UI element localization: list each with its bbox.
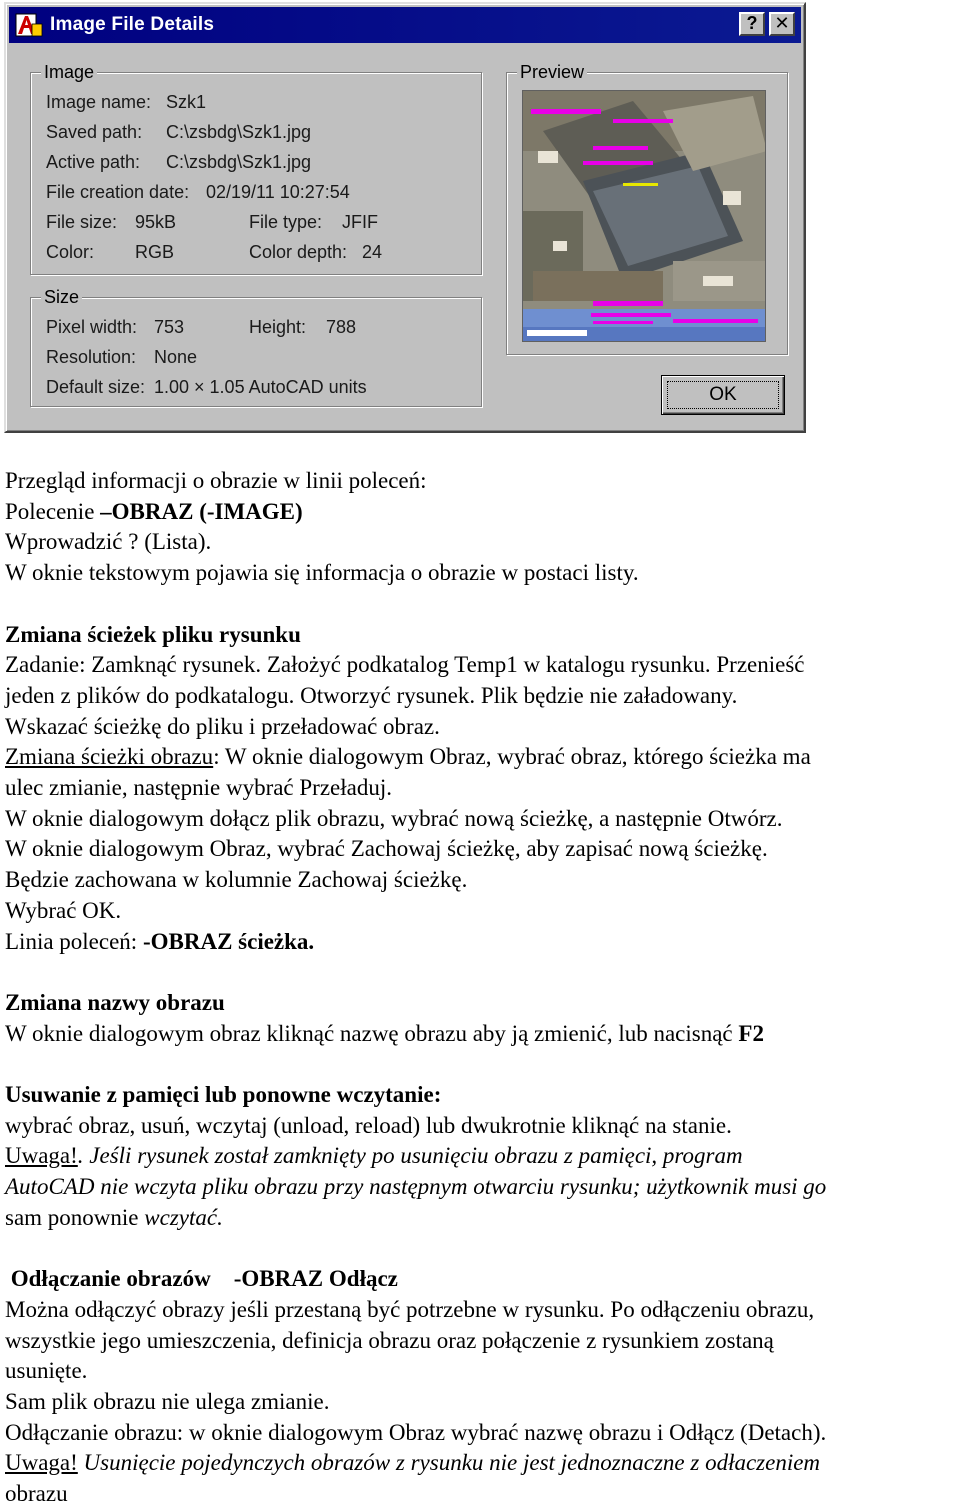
- default-size-label: Default size:: [46, 377, 146, 397]
- paragraph: Będzie zachowana w kolumnie Zachowaj ścieżkę.: [5, 867, 468, 893]
- paragraph: [5, 742, 957, 773]
- paragraph: [5, 927, 957, 958]
- close-button[interactable]: [769, 12, 795, 36]
- paragraph: Zadanie: Zamknąć rysunek. Założyć podkatalog Temp1 w katalogu rysunku. Przenieść: [5, 652, 805, 678]
- close-icon: ✕: [774, 13, 790, 33]
- file-type-value: JFIF: [342, 212, 378, 232]
- creation-date-label: File creation date:: [46, 182, 190, 202]
- text-run: sam ponownie: [5, 1204, 145, 1230]
- paragraph: Wybrać OK.: [5, 897, 122, 923]
- command-name: -OBRAZ ścieżka.: [142, 928, 315, 954]
- note-text: wczytać.: [144, 1204, 223, 1230]
- section-heading: Odłączanie obrazów -OBRAZ Odłącz: [5, 1266, 398, 1292]
- color-depth-label: Color depth:: [249, 242, 348, 262]
- paragraph: usunięte.: [5, 1358, 88, 1384]
- active-path-label: Active path:: [46, 152, 141, 172]
- creation-date-value: 02/19/11 10:27:54: [206, 182, 350, 202]
- saved-path-label: Saved path:: [46, 122, 143, 142]
- text-run: Polecenie: [5, 498, 101, 524]
- help-button[interactable]: ?: [739, 12, 765, 36]
- size-group-label: Size: [41, 286, 82, 308]
- preview-group-label: Preview: [517, 61, 587, 83]
- ok-button-label: OK: [709, 384, 737, 405]
- color-depth-value: 24: [362, 242, 383, 262]
- underlined-term: Zmiana ścieżki obrazu: [5, 744, 214, 770]
- image-name-label: Image name:: [46, 92, 152, 112]
- command-name: –OBRAZ (-IMAGE): [100, 498, 303, 524]
- paragraph: Odłączanie obrazu: w oknie dialogowym Obraz wybrać nazwę obrazu i Odłącz (Detach).: [5, 1419, 827, 1445]
- section-heading: Zmiana nazwy obrazu: [5, 989, 225, 1015]
- text-run: : W oknie dialogowym Obraz, wybrać obraz, którego ścieżka ma: [213, 744, 811, 770]
- file-size-label: File size:: [46, 212, 118, 232]
- paragraph: [5, 1019, 957, 1050]
- resolution-value: None: [154, 347, 198, 367]
- paragraph: Sam plik obrazu nie ulega zmianie.: [5, 1389, 330, 1415]
- paragraph: [5, 1448, 957, 1479]
- section-heading: Usuwanie z pamięci lub ponowne wczytanie:: [5, 1082, 442, 1108]
- pixel-width-label: Pixel width:: [46, 317, 138, 337]
- paragraph: [5, 497, 957, 528]
- note-text: Usunięcie pojedynczych obrazów z rysunku nie jest jednoznaczne z odłaczeniem: [77, 1450, 821, 1476]
- color-value: RGB: [135, 242, 175, 262]
- resolution-label: Resolution:: [46, 347, 137, 367]
- paragraph: W oknie dialogowym dołącz plik obrazu, wybrać nową ścieżkę, a następnie Otwórz.: [5, 805, 783, 831]
- focus-rectangle: [667, 381, 779, 409]
- paragraph: obrazu: [5, 1481, 68, 1507]
- autocad-app-icon: [14, 10, 44, 40]
- paragraph: wszystkie jego umieszczenia, definicja obrazu oraz połączenie z rysunkiem zostaną: [5, 1327, 774, 1353]
- height-value: 788: [326, 317, 357, 337]
- color-label: Color:: [46, 242, 95, 262]
- image-group-label: Image: [41, 61, 97, 83]
- preview-image: [522, 90, 766, 342]
- paragraph: Wskazać ścieżkę do pliku i przeładować obraz.: [5, 713, 440, 739]
- paragraph: ulec zmianie, następnie wybrać Przeładuj.: [5, 775, 393, 801]
- paragraph: Wprowadzić ? (Lista).: [5, 529, 212, 555]
- active-path-value: C:\zsbdg\Szk1.jpg: [166, 152, 312, 172]
- saved-path-value: C:\zsbdg\Szk1.jpg: [166, 122, 312, 142]
- ok-button[interactable]: [661, 375, 785, 415]
- image-name-value: Szk1: [166, 92, 207, 112]
- pixel-width-value: 753: [154, 317, 185, 337]
- image-file-details-dialog: [4, 2, 806, 433]
- dialog-title: Image File Details: [50, 14, 215, 35]
- text-run: W oknie dialogowym obraz kliknąć nazwę obrazu aby ją zmienić, lub nacisnąć: [5, 1020, 739, 1046]
- file-size-value: 95kB: [135, 212, 177, 232]
- default-size-value: 1.00 × 1.05 AutoCAD units: [154, 377, 367, 397]
- paragraph: W oknie tekstowym pojawia się informacja o obrazie w postaci listy.: [5, 560, 639, 586]
- key-name: F2: [738, 1020, 764, 1046]
- paragraph: W oknie dialogowym Obraz, wybrać Zachowaj ścieżkę, aby zapisać nową ścieżkę.: [5, 836, 768, 862]
- section-heading: Zmiana ścieżek pliku rysunku: [5, 621, 301, 647]
- note-label: Uwaga!: [5, 1143, 78, 1169]
- paragraph: [5, 1141, 957, 1172]
- paragraph: Można odłączyć obrazy jeśli przestaną być potrzebne w rysunku. Po odłączeniu obrazu,: [5, 1296, 815, 1322]
- text-run: Linia poleceń:: [5, 928, 143, 954]
- paragraph: jeden z plików do podkatalogu. Otworzyć rysunek. Plik będzie nie załadowany.: [5, 682, 738, 708]
- paragraph: wybrać obraz, usuń, wczytaj (unload, reload) lub dwukrotnie kliknąć na stanie.: [5, 1112, 732, 1138]
- note-text: AutoCAD nie wczyta pliku obrazu przy następnym otwarciu rysunku; użytkownik musi go: [5, 1174, 827, 1200]
- paragraph: [5, 1203, 957, 1234]
- title-bar[interactable]: [9, 7, 801, 43]
- note-text: . Jeśli rysunek został zamknięty po usunięciu obrazu z pamięci, program: [77, 1143, 743, 1169]
- paragraph: Przegląd informacji o obrazie w linii poleceń:: [5, 468, 427, 493]
- note-label: Uwaga!: [5, 1450, 78, 1476]
- height-label: Height:: [249, 317, 307, 337]
- document-body: [5, 466, 957, 1510]
- file-type-label: File type:: [249, 212, 323, 232]
